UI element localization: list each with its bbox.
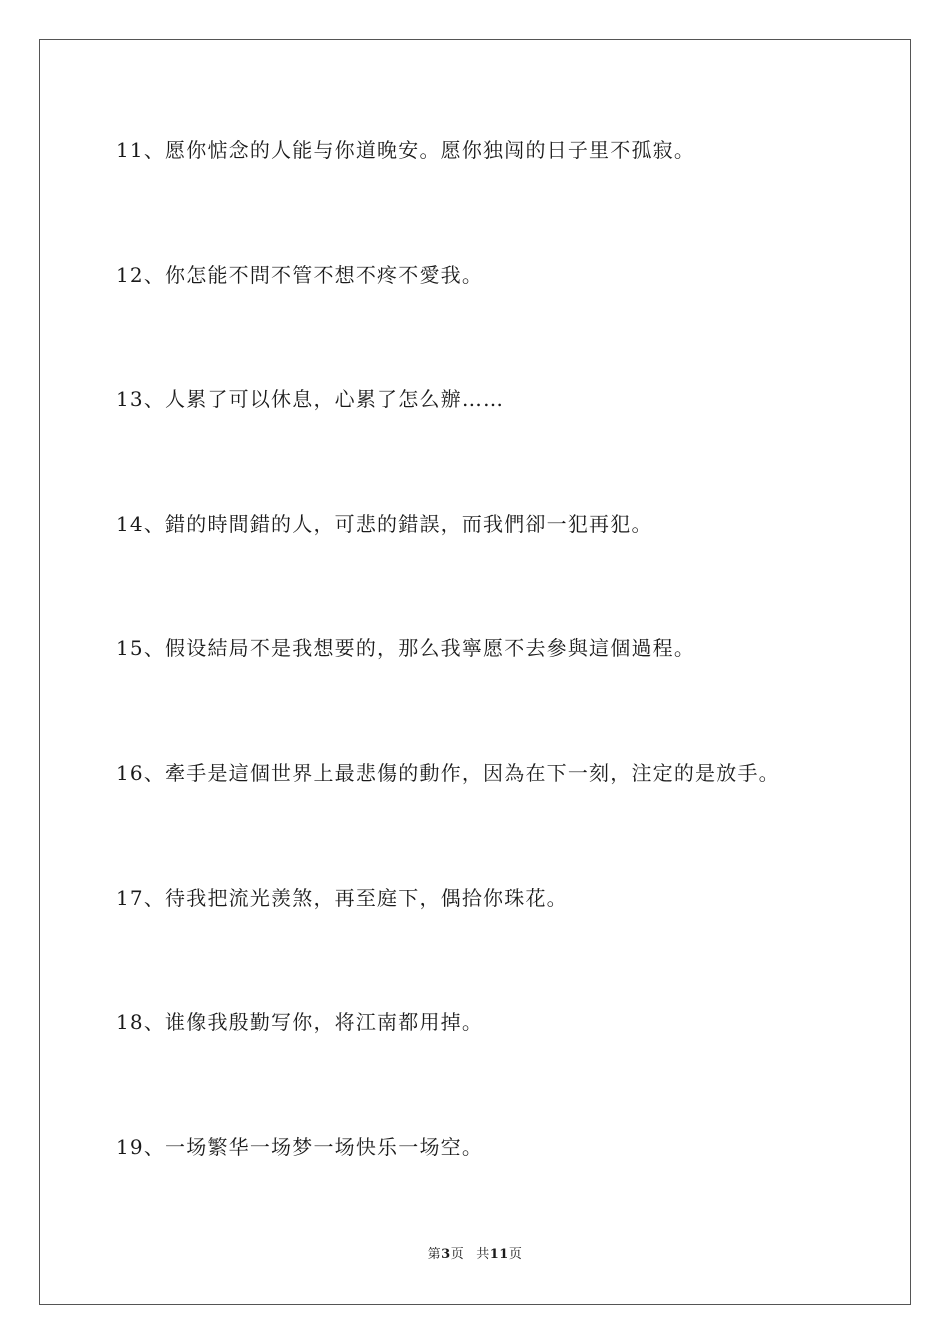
quote-item-17: 17、待我把流光羡煞，再至庭下，偶拾你珠花。 — [116, 885, 568, 910]
quote-item-12: 12、你怎能不問不管不想不疼不愛我。 — [116, 262, 484, 287]
page-suffix: 页 — [450, 1247, 465, 1262]
page-prefix: 第 — [427, 1247, 442, 1262]
quote-item-13: 13、人累了可以休息，心累了怎么辦…… — [116, 387, 505, 412]
quote-item-19: 19、一场繁华一场梦一场快乐一场空。 — [116, 1134, 484, 1159]
quote-item-14: 14、錯的時間錯的人，可悲的錯誤，而我們卻一犯再犯。 — [116, 511, 653, 536]
total-page-count: 11 — [489, 1247, 509, 1262]
total-suffix: 页 — [508, 1247, 523, 1262]
quote-item-18: 18、谁像我殷勤写你，将江南都用掉。 — [116, 1010, 484, 1035]
page-footer — [0, 1245, 950, 1265]
quote-item-16: 16、牽手是這個世界上最悲傷的動作，因為在下一刻，注定的是放手。 — [116, 760, 780, 785]
current-page-number: 3 — [441, 1247, 451, 1262]
total-prefix: 共 — [476, 1247, 490, 1262]
quote-list — [116, 134, 896, 1255]
quote-item-15: 15、假设結局不是我想要的，那么我寧愿不去參與這個過程。 — [116, 636, 696, 661]
quote-item-11: 11、愿你惦念的人能与你道晚安。愿你独闯的日子里不孤寂。 — [116, 138, 696, 162]
